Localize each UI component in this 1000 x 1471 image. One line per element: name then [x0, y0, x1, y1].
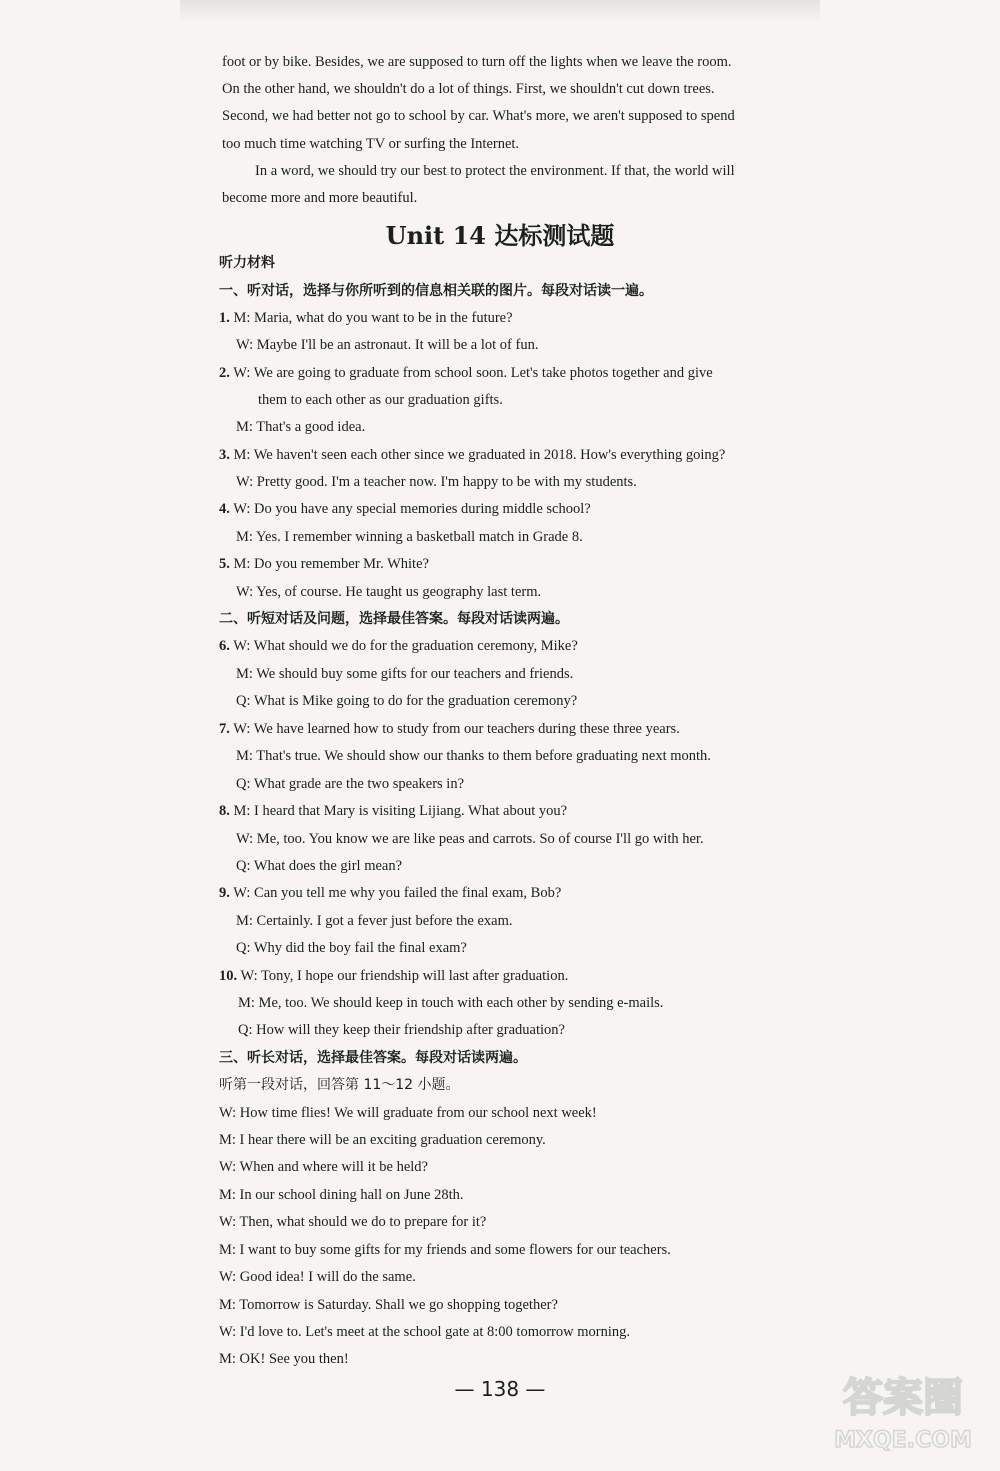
section-one-heading: 一、听对话，选择与你所听到的信息相关联的图片。每段对话读一遍。: [219, 283, 653, 299]
question-8-line: 8. M: I heard that Mary is visiting Lijiang. What about you?: [219, 803, 568, 819]
question-7-line: M: That's true. We should show our thanks to them before graduating next month.: [236, 748, 711, 764]
section-two-heading: 二、听短对话及问题，选择最佳答案。每段对话读两遍。: [219, 611, 569, 627]
question-9-line: 9. W: Can you tell me why you failed the final exam, Bob?: [219, 885, 562, 901]
question-1-line: 1. M: Maria, what do you want to be in the future?: [219, 310, 513, 326]
dialogue-line: M: In our school dining hall on June 28th.: [219, 1187, 464, 1203]
conclusion-line: In a word, we should try our best to protect the environment. If that, the world will: [255, 163, 735, 179]
conclusion-line: become more and more beautiful.: [222, 190, 418, 206]
question-number: 4.: [219, 501, 230, 517]
question-8-line: Q: What does the girl mean?: [236, 858, 403, 874]
page-number: — 138 —: [454, 1377, 546, 1401]
question-number: 9.: [219, 885, 230, 901]
intro-line: foot or by bike. Besides, we are supposed to turn off the lights when we leave the room.: [222, 54, 732, 70]
question-8-line: W: Me, too. You know we are like peas and carrots. So of course I'll go with her.: [236, 831, 704, 847]
question-4-line: 4. W: Do you have any special memories during middle school?: [219, 501, 591, 517]
question-3-line: W: Pretty good. I'm a teacher now. I'm happy to be with my students.: [236, 474, 637, 490]
question-6-line: Q: What is Mike going to do for the graduation ceremony?: [236, 693, 578, 709]
dialogue-line: M: OK! See you then!: [219, 1351, 349, 1367]
question-9-line: Q: Why did the boy fail the final exam?: [236, 940, 467, 956]
question-2-line: them to each other as our graduation gifts.: [258, 392, 503, 408]
question-7-line: 7. W: We have learned how to study from our teachers during these three years.: [219, 721, 680, 737]
dialogue-line: M: I hear there will be an exciting graduation ceremony.: [219, 1132, 546, 1148]
svg-text:答案圈: 答案圈: [843, 1375, 963, 1421]
dialogue-line: M: I want to buy some gifts for my friends and some flowers for our teachers.: [219, 1242, 671, 1258]
section-three-subheading: 听第一段对话，回答第 11～12 小题。: [219, 1077, 460, 1093]
question-4-line: M: Yes. I remember winning a basketball match in Grade 8.: [236, 529, 583, 545]
question-number: 6.: [219, 638, 230, 654]
question-3-line: 3. M: We haven't seen each other since we graduated in 2018. How's everything going?: [219, 447, 726, 463]
intro-line: Second, we had better not go to school by car. What's more, we aren't supposed to spend: [222, 108, 735, 124]
dialogue-line: W: Then, what should we do to prepare for it?: [219, 1214, 487, 1230]
question-10-line: 10. W: Tony, I hope our friendship will last after graduation.: [219, 968, 569, 984]
question-number: 7.: [219, 721, 230, 737]
question-number: 10.: [219, 968, 238, 984]
scan-shadow: [180, 0, 820, 22]
question-9-line: M: Certainly. I got a fever just before the exam.: [236, 913, 513, 929]
question-1-line: W: Maybe I'll be an astronaut. It will be a lot of fun.: [236, 337, 539, 353]
question-10-line: M: Me, too. We should keep in touch with each other by sending e-mails.: [238, 995, 664, 1011]
dialogue-line: W: How time flies! We will graduate from our school next week!: [219, 1105, 597, 1121]
question-10-line: Q: How will they keep their friendship after graduation?: [238, 1022, 565, 1038]
watermark-logo: [818, 1359, 988, 1459]
question-5-line: 5. M: Do you remember Mr. White?: [219, 556, 429, 572]
question-6-line: 6. W: What should we do for the graduation ceremony, Mike?: [219, 638, 578, 654]
section-three-heading: 三、听长对话，选择最佳答案。每段对话读两遍。: [219, 1050, 527, 1066]
question-number: 2.: [219, 365, 230, 381]
dialogue-line: M: Tomorrow is Saturday. Shall we go shopping together?: [219, 1297, 558, 1313]
dialogue-line: W: I'd love to. Let's meet at the school gate at 8:00 tomorrow morning.: [219, 1324, 630, 1340]
dialogue-line: W: When and where will it be held?: [219, 1159, 428, 1175]
question-6-line: M: We should buy some gifts for our teachers and friends.: [236, 666, 574, 682]
question-number: 5.: [219, 556, 230, 572]
intro-line: On the other hand, we shouldn't do a lot of things. First, we shouldn't cut down trees.: [222, 81, 715, 97]
question-number: 1.: [219, 310, 230, 326]
unit-title: Unit 14 达标测试题: [385, 221, 615, 250]
question-5-line: W: Yes, of course. He taught us geography last term.: [236, 584, 542, 600]
question-2-line: 2. W: We are going to graduate from school soon. Let's take photos together and give: [219, 365, 713, 381]
intro-line: too much time watching TV or surfing the Internet.: [222, 136, 520, 152]
dialogue-line: W: Good idea! I will do the same.: [219, 1269, 416, 1285]
question-number: 3.: [219, 447, 230, 463]
question-number: 8.: [219, 803, 230, 819]
listening-material-label: 听力材料: [219, 255, 275, 271]
question-2-line: M: That's a good idea.: [236, 419, 366, 435]
svg-text:MXQE.COM: MXQE.COM: [834, 1428, 972, 1453]
question-7-line: Q: What grade are the two speakers in?: [236, 776, 465, 792]
